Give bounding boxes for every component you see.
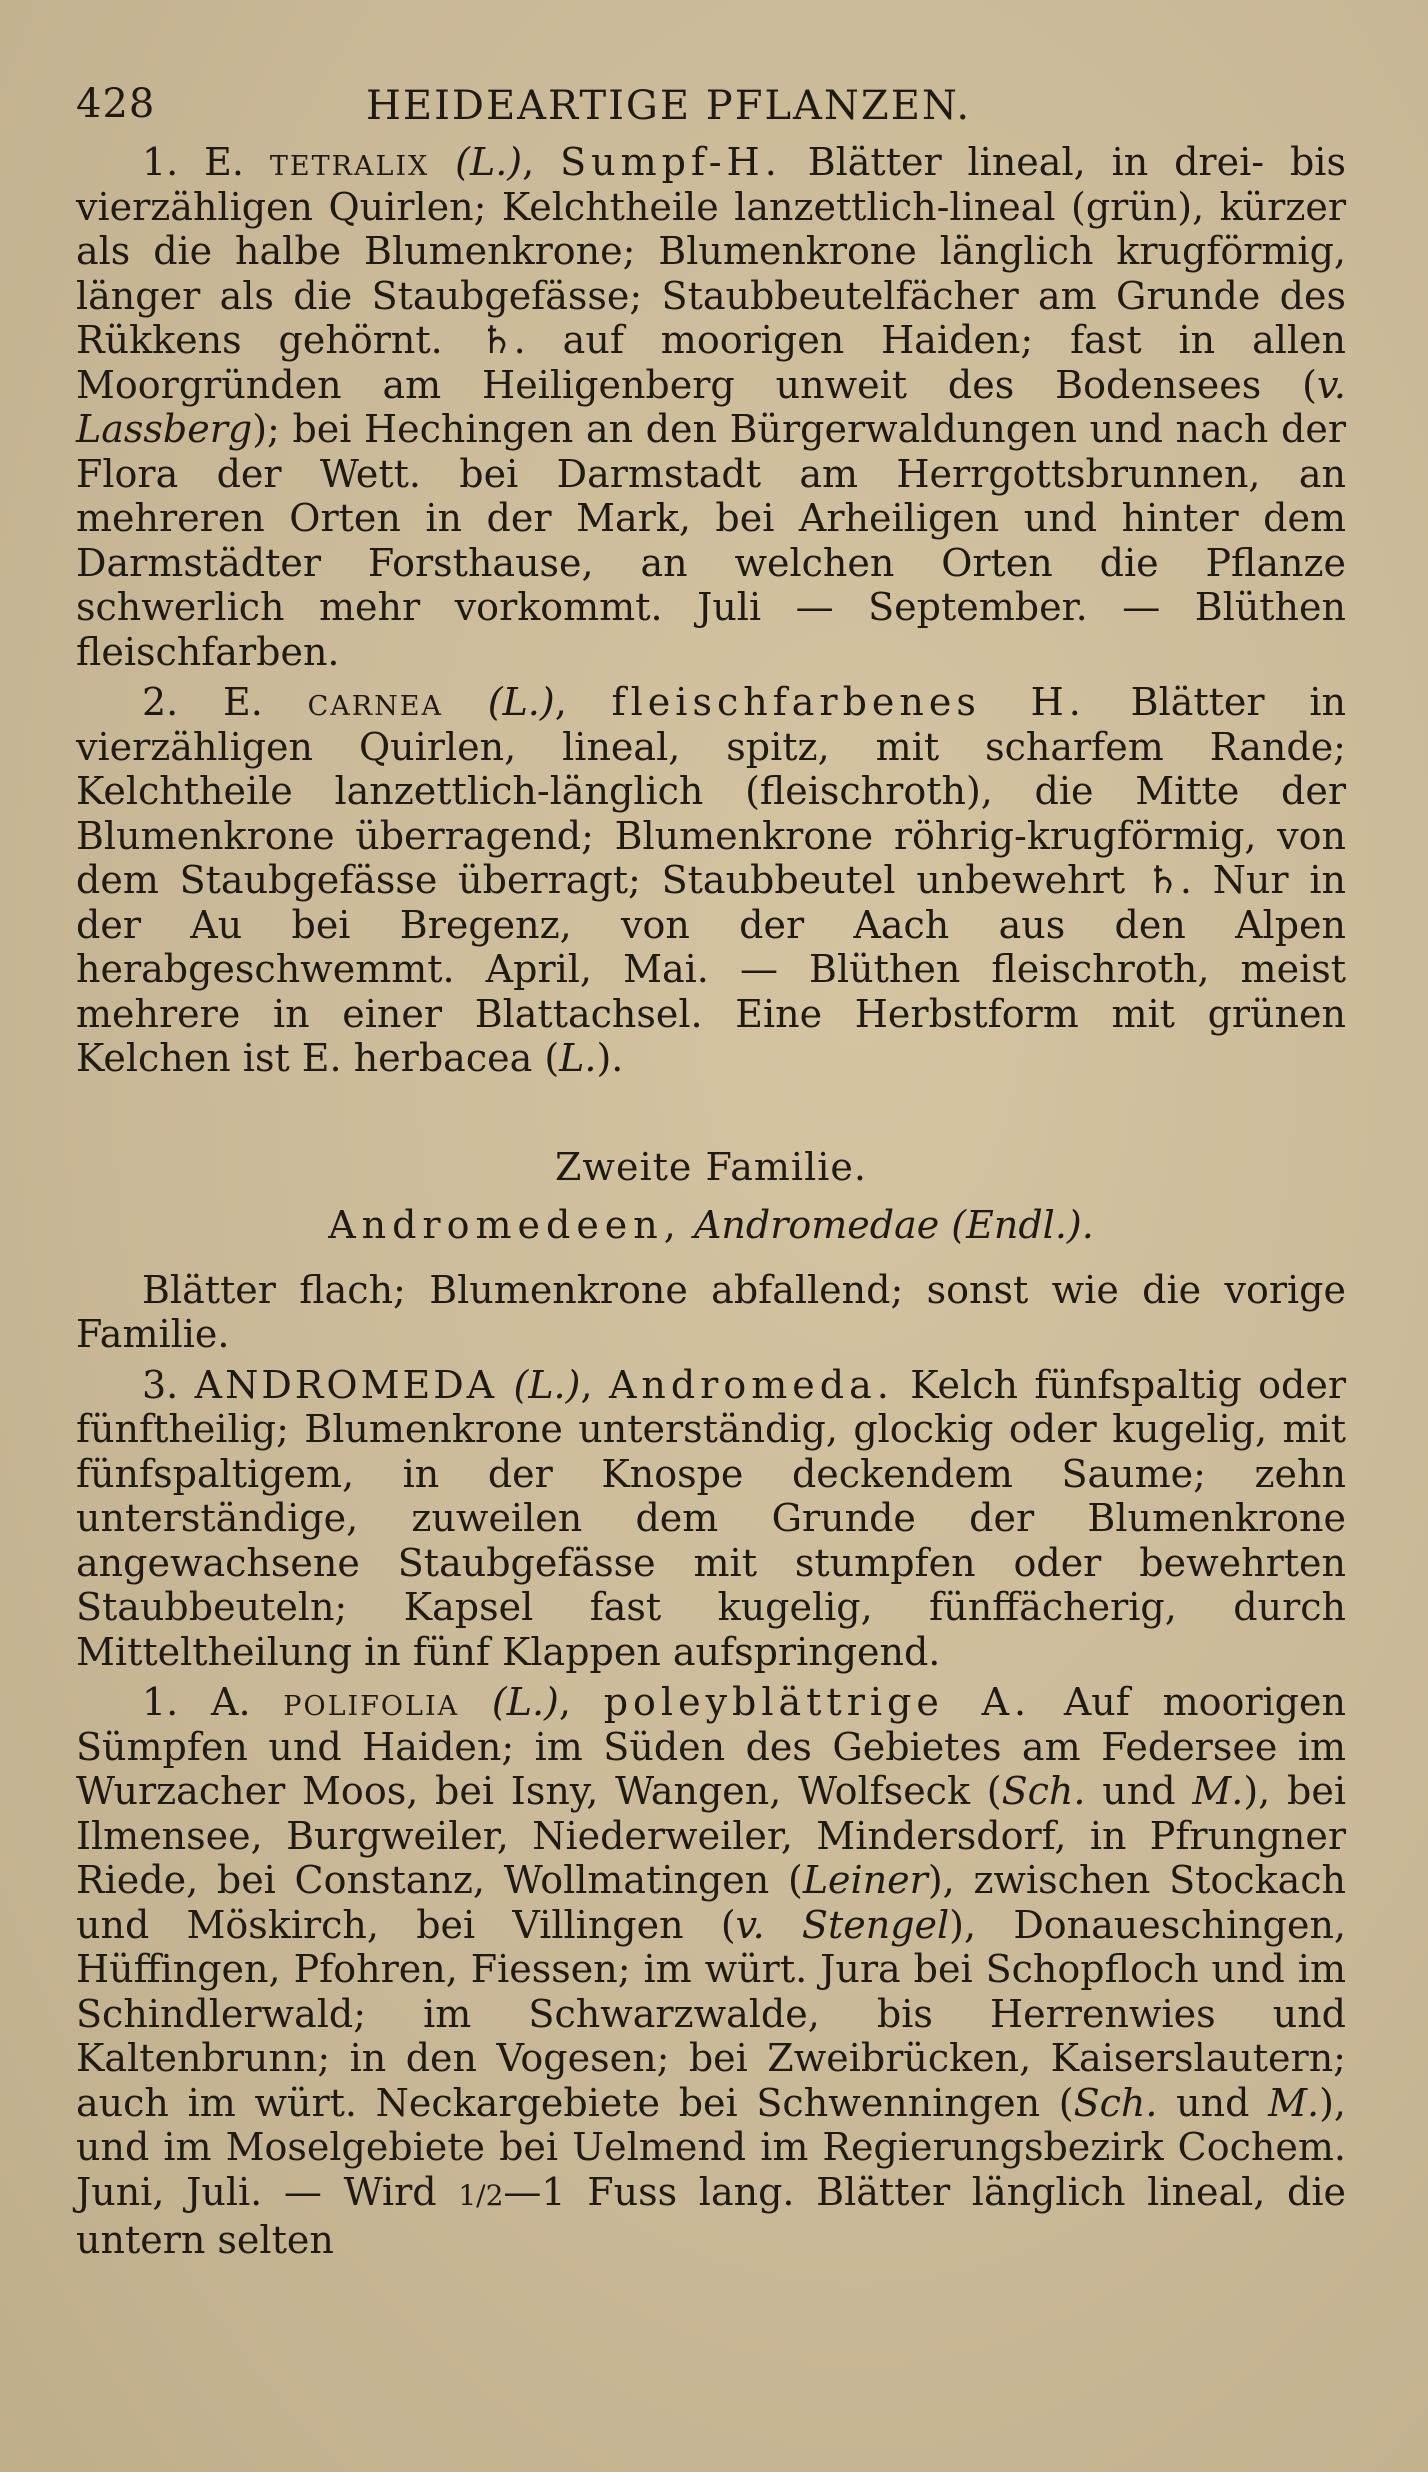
species-name: tetralix [269,140,430,184]
family-name [76,1203,1346,1248]
authority: (L.) [491,1680,559,1724]
common-name: Sumpf-H. [560,140,782,184]
family-common-name: Andromedeen, [328,1203,682,1247]
species-name: polifolia [283,1680,460,1724]
genus-entry-andromeda: 3. ANDROMEDA (L.), Andromeda. Kelch fünfspaltig oder fünftheilig; Blumenkrone unterständig, glockig oder kugelig, mit fünfspaltigem, in der Knospe deckendem Saume; zehn unterständige, zuweilen dem Grunde der Blumenkrone angewachsene Staubgefässe mit stumpfen oder bewehrten Staubbeuteln; Kapsel fast kugelig, fünffächerig, durch Mitteltheilung in fünf Klappen aufspringend. [76,1362,1346,1674]
citation: v. Lassberg [76,362,1346,451]
species-name: carnea [307,680,443,724]
species-entry-erica-tetralix: 1. E. tetralix (L.), Sumpf-H. Blätter lineal, in drei- bis vierzähligen Quirlen; Kelchtheile lanzettlich-lineal (grün), kürzer als die halbe Blumenkrone; Blumenkrone länglich krugförmig, länger als die Staubgefässe; Staubbeutelfächer am Grunde des Rükkens gehörnt. ♄. auf moorigen Haiden; fast in allen Moorgründen am Heiligenberg unweit des Bodensees (v. Lassberg); bei Hechingen an den Bürgerwaldungen und nach der Flora der Wett. bei Darmstadt am Herrgottsbrunnen, an mehreren Orten in der Mark, bei Arheiligen und hinter dem Darmstädter Forsthause, an welchen Orten die Pflanze schwerlich mehr vorkommt. Juli — September. — Blüthen fleischfarben. [76,140,1346,674]
common-name: poleyblättrige A. [603,1680,1032,1724]
family-latin-name: Andromedae (Endl.). [693,1203,1094,1247]
entry-number: 1. A. [142,1680,251,1724]
running-title: HEIDEARTIGE PFLANZEN. [366,83,972,129]
book-page [76,70,1346,2269]
description: Blätter in vierzähligen Quirlen, lineal, spitz, mit scharfem Rande; Kelchtheile lanzettlich-länglich (fleischroth), die Mitte der Blumenkrone überragend; Blumenkrone röhrig-krugförmig, von dem Staubgefässe überragt; Staubbeutel unbewehrt ♄. Nur in der Au bei Bregenz, von der Aach aus den Alpen herabgeschwemmt. April, Mai. — Blüthen fleischroth, meist mehrere in einer Blattachsel. Eine Herbstform mit grünen Kelchen ist E. herbacea ( [76,680,1346,1080]
genus-name: ANDROMEDA [194,1362,498,1407]
species-entry-erica-carnea: 2. E. carnea (L.), fleischfarbenes H. Blätter in vierzähligen Quirlen, lineal, spitz, mit scharfem Rande; Kelchtheile lanzettlich-länglich (fleischroth), die Mitte der Blumenkrone überragend; Blumenkrone röhrig-krugförmig, von dem Staubgefässe überragt; Staubbeutel unbewehrt ♄. Nur in der Au bei Bregenz, von der Aach aus den Alpen herabgeschwemmt. April, Mai. — Blüthen fleischroth, meist mehrere in einer Blattachsel. Eine Herbstform mit grünen Kelchen ist E. herbacea (L.). [76,680,1346,1080]
entry-number: 2. E. [142,680,263,724]
description-cont: ); bei Hechingen an den Bürgerwaldungen und nach der Flora der Wett. bei Darmstadt am Herrgottsbrunnen, an mehreren Orten in der Mark, bei Arheiligen und hinter dem Darmstädter Forsthause, an welchen Orten die Pflanze schwerlich mehr vorkommt. Juli — September. — Blüthen fleischfarben. [76,407,1346,674]
authority: (L.) [455,140,523,184]
authority: (L.) [513,1362,581,1407]
family-heading: Zweite Familie. [555,1144,867,1189]
family-description: Blätter flach; Blumenkrone abfallend; sonst wie die vorige Familie. [76,1267,1346,1356]
common-name: Andromeda. [608,1362,894,1407]
citation: L. [559,1036,597,1080]
authority: (L.) [487,680,555,724]
page-header [76,70,1346,129]
fraction: 1/2 [458,2178,504,2212]
description-cont: ). [596,1036,624,1080]
entry-number: 1. E. [142,140,244,184]
common-name: fleischfarbenes H. [611,680,1086,724]
description: Kelch fünfspaltig oder fünftheilig; Blumenkrone unterständig, glockig oder kugelig, mit fünfspaltigem, in der Knospe deckendem Saume; zehn unterständige, zuweilen dem Grunde der Blumenkrone angewachsene Staubgefässe mit stumpfen oder bewehrten Staubbeuteln; Kapsel fast kugelig, fünffächerig, durch Mitteltheilung in fünf Klappen aufspringend. [76,1362,1346,1674]
page-number: 428 [76,81,156,127]
description: Blätter lineal, in drei- bis vierzähligen Quirlen; Kelchtheile lanzettlich-lineal (grün), kürzer als die halbe Blumenkrone; Blumenkrone länglich krugförmig, länger als die Staubgefässe; Staubbeutelfächer am Grunde des Rükkens gehörnt. ♄. auf moorigen Haiden; fast in allen Moorgründen am Heiligenberg unweit des Bodensees ( [76,140,1346,407]
species-entry-andromeda-polifolia: 1. A. polifolia (L.), poleyblättrige A. Auf moorigen Sümpfen und Haiden; im Süden des Gebietes am Federsee im Wurzacher Moos, bei Isny, Wangen, Wolfseck (Sch. und M.), bei Ilmensee, Burgweiler, Niederweiler, Mindersdorf, in Pfrungner Riede, bei Constanz, Wollmatingen (Leiner), zwischen Stockach und Möskirch, bei Villingen (v. Stengel), Donaueschingen, Hüffingen, Pfohren, Fiessen; im würt. Jura bei Schopfloch und im Schindlerwald; im Schwarzwalde, bis Herrenwies und Kaltenbrunn; in den Vogesen; bei Zweibrücken, Kaiserslautern; auch im würt. Neckargebiete bei Schwenningen (Sch. und M.), und im Moselgebiete bei Uelmend im Regierungsbezirk Cochem. Juni, Juli. — Wird 1/2—1 Fuss lang. Blätter länglich lineal, die untern selten [76,1680,1347,2262]
genus-number: 3. [142,1362,179,1407]
